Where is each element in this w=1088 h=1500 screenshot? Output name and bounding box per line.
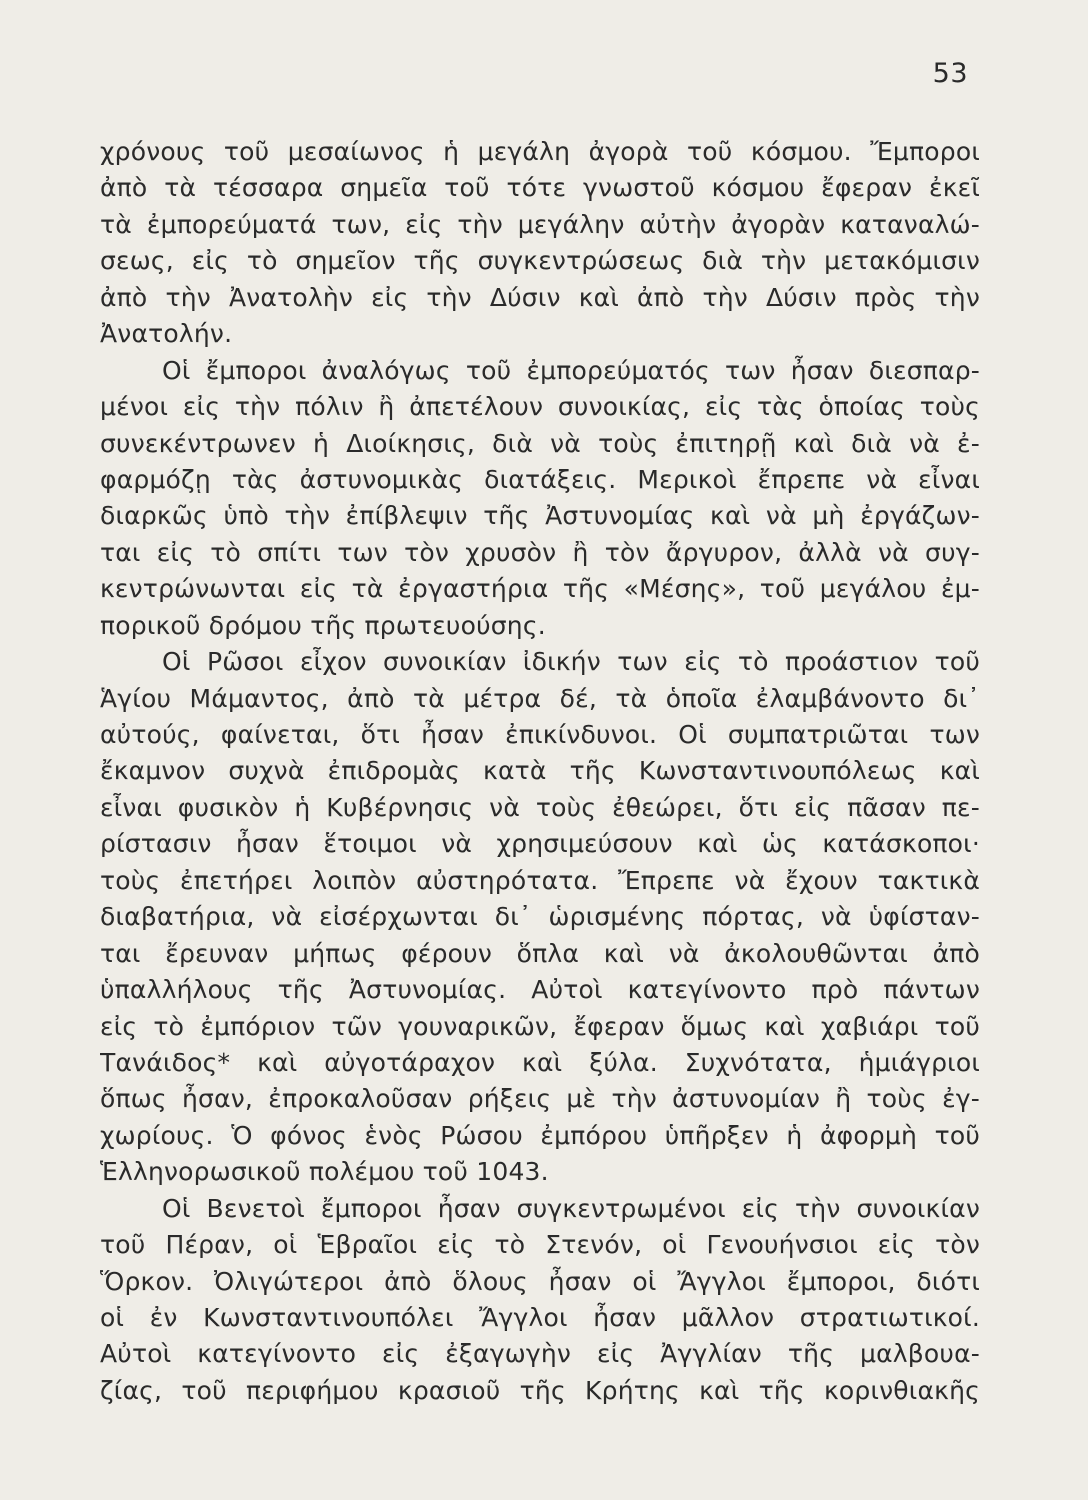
- text-line: χωρίους. Ὁ φόνος ἑνὸς Ρώσου ἐμπόρου ὑπῆρξεν ἡ ἀφορμὴ τοῦ: [100, 1120, 980, 1150]
- text-line: συνεκέντρωνεν ἡ Διοίκησις, διὰ νὰ τοὺς ἐπιτηρῇ καὶ διὰ νὰ ἐ-: [100, 428, 980, 458]
- text-line: μένοι εἰς τὴν πόλιν ἢ ἀπετέλουν συνοικίας, εἰς τὰς ὁποίας τοὺς: [100, 392, 980, 422]
- text-line: Οἱ ἔμποροι ἀναλόγως τοῦ ἐμπορεύματός των ἦσαν διεσπαρ-: [162, 355, 980, 385]
- text-line: Αὐτοὶ κατεγίνοντο εἰς ἐξαγωγὴν εἰς Ἀγγλίαν τῆς μαλβουα-: [100, 1339, 980, 1369]
- text-line: Τανάιδος* καὶ αὐγοτάραχον καὶ ξύλα. Συχνότατα, ἡμιάγριοι: [100, 1047, 980, 1077]
- text-line: κεντρώνωνται εἰς τὰ ἐργαστήρια τῆς «Μέσης», τοῦ μεγάλου ἐμ-: [100, 574, 980, 604]
- text-line: ται εἰς τὸ σπίτι των τὸν χρυσὸν ἢ τὸν ἄργυρον, ἀλλὰ νὰ συγ-: [100, 537, 980, 567]
- text-line: εἶναι φυσικὸν ἡ Κυβέρνησις νὰ τοὺς ἐθεώρει, ὅτι εἰς πᾶσαν πε-: [100, 792, 980, 822]
- text-line: διαβατήρια, νὰ εἰσέρχωνται δι᾽ ὡρισμένης πόρτας, νὰ ὑφίσταν-: [100, 902, 980, 932]
- text-line: Οἱ Ρῶσοι εἶχον συνοικίαν ἰδικήν των εἰς τὸ προάστιον τοῦ: [162, 647, 980, 677]
- text-line: ἀπὸ τὴν Ἀνατολὴν εἰς τὴν Δύσιν καὶ ἀπὸ τὴν Δύσιν πρὸς τὴν: [100, 282, 980, 312]
- text-line: ἀπὸ τὰ τέσσαρα σημεῖα τοῦ τότε γνωστοῦ κόσμου ἔφεραν ἐκεῖ: [100, 173, 980, 203]
- text-line: τὰ ἐμπορεύματά των, εἰς τὴν μεγάλην αὐτὴν ἀγορὰν καταναλώ-: [100, 209, 980, 239]
- text-line: ἔκαμνον συχνὰ ἐπιδρομὰς κατὰ τῆς Κωνσταντινουπόλεως καὶ: [100, 756, 980, 786]
- text-line: αὐτούς, φαίνεται, ὅτι ἦσαν ἐπικίνδυνοι. Οἱ συμπατριῶται των: [100, 720, 980, 749]
- text-line: τοῦ Πέραν, οἱ Ἑβραῖοι εἰς τὸ Στενόν, οἱ Γενουήνσιοι εἰς τὸν: [100, 1230, 980, 1260]
- text-line: ζίας, τοῦ περιφήμου κρασιοῦ τῆς Κρήτης καὶ τῆς κορινθιακῆς: [100, 1375, 980, 1405]
- text-line: Ἀνατολήν.: [100, 319, 233, 349]
- text-line: ὅπως ἦσαν, ἐπροκαλοῦσαν ρήξεις μὲ τὴν ἀστυνομίαν ἢ τοὺς ἐγ-: [100, 1084, 980, 1114]
- text-line: Ἑλληνορωσικοῦ πολέμου τοῦ 1043.: [100, 1157, 549, 1187]
- text-line: διαρκῶς ὑπὸ τὴν ἐπίβλεψιν τῆς Ἀστυνομίας καὶ νὰ μὴ ἐργάζων-: [100, 501, 980, 531]
- page-number: 53: [932, 58, 968, 89]
- text-line: Οἱ Βενετοὶ ἔμποροι ἦσαν συγκεντρωμένοι εἰς τὴν συνοικίαν: [162, 1193, 980, 1223]
- text-line: οἱ ἐν Κωνσταντινουπόλει Ἄγγλοι ἦσαν μᾶλλον στρατιωτικοί.: [100, 1303, 980, 1332]
- text-line: φαρμόζῃ τὰς ἀστυνομικὰς διατάξεις. Μερικοὶ ἔπρεπε νὰ εἶναι: [100, 464, 980, 494]
- text-line: τοὺς ἐπετήρει λοιπὸν αὐστηρότατα. Ἔπρεπε νὰ ἔχουν τακτικὰ: [100, 865, 980, 895]
- text-line: Ὅρκον. Ὀλιγώτεροι ἀπὸ ὅλους ἦσαν οἱ Ἄγγλοι ἔμποροι, διότι: [100, 1266, 980, 1296]
- body-text: [100, 134, 980, 1409]
- text-line: ται ἔρευναν μήπως φέρουν ὅπλα καὶ νὰ ἀκολουθῶνται ἀπὸ: [100, 938, 980, 968]
- text-line: ὑπαλλήλους τῆς Ἀστυνομίας. Αὐτοὶ κατεγίνοντο πρὸ πάντων: [100, 975, 980, 1005]
- text-line: Ἁγίου Μάμαντος, ἀπὸ τὰ μέτρα δέ, τὰ ὁποῖα ἐλαμβάνοντο δι᾽: [100, 683, 980, 713]
- text-line: εἰς τὸ ἐμπόριον τῶν γουναρικῶν, ἔφεραν ὅμως καὶ χαβιάρι τοῦ: [100, 1011, 980, 1041]
- text-line: χρόνους τοῦ μεσαίωνος ἡ μεγάλη ἀγορὰ τοῦ κόσμου. Ἔμποροι: [100, 137, 980, 166]
- text-line: ρίστασιν ἦσαν ἕτοιμοι νὰ χρησιμεύσουν καὶ ὡς κατάσκοποι·: [100, 829, 980, 859]
- text-line: σεως, εἰς τὸ σημεῖον τῆς συγκεντρώσεως διὰ τὴν μετακόμισιν: [100, 246, 980, 276]
- text-line: πορικοῦ δρόμου τῆς πρωτευούσης.: [100, 610, 546, 640]
